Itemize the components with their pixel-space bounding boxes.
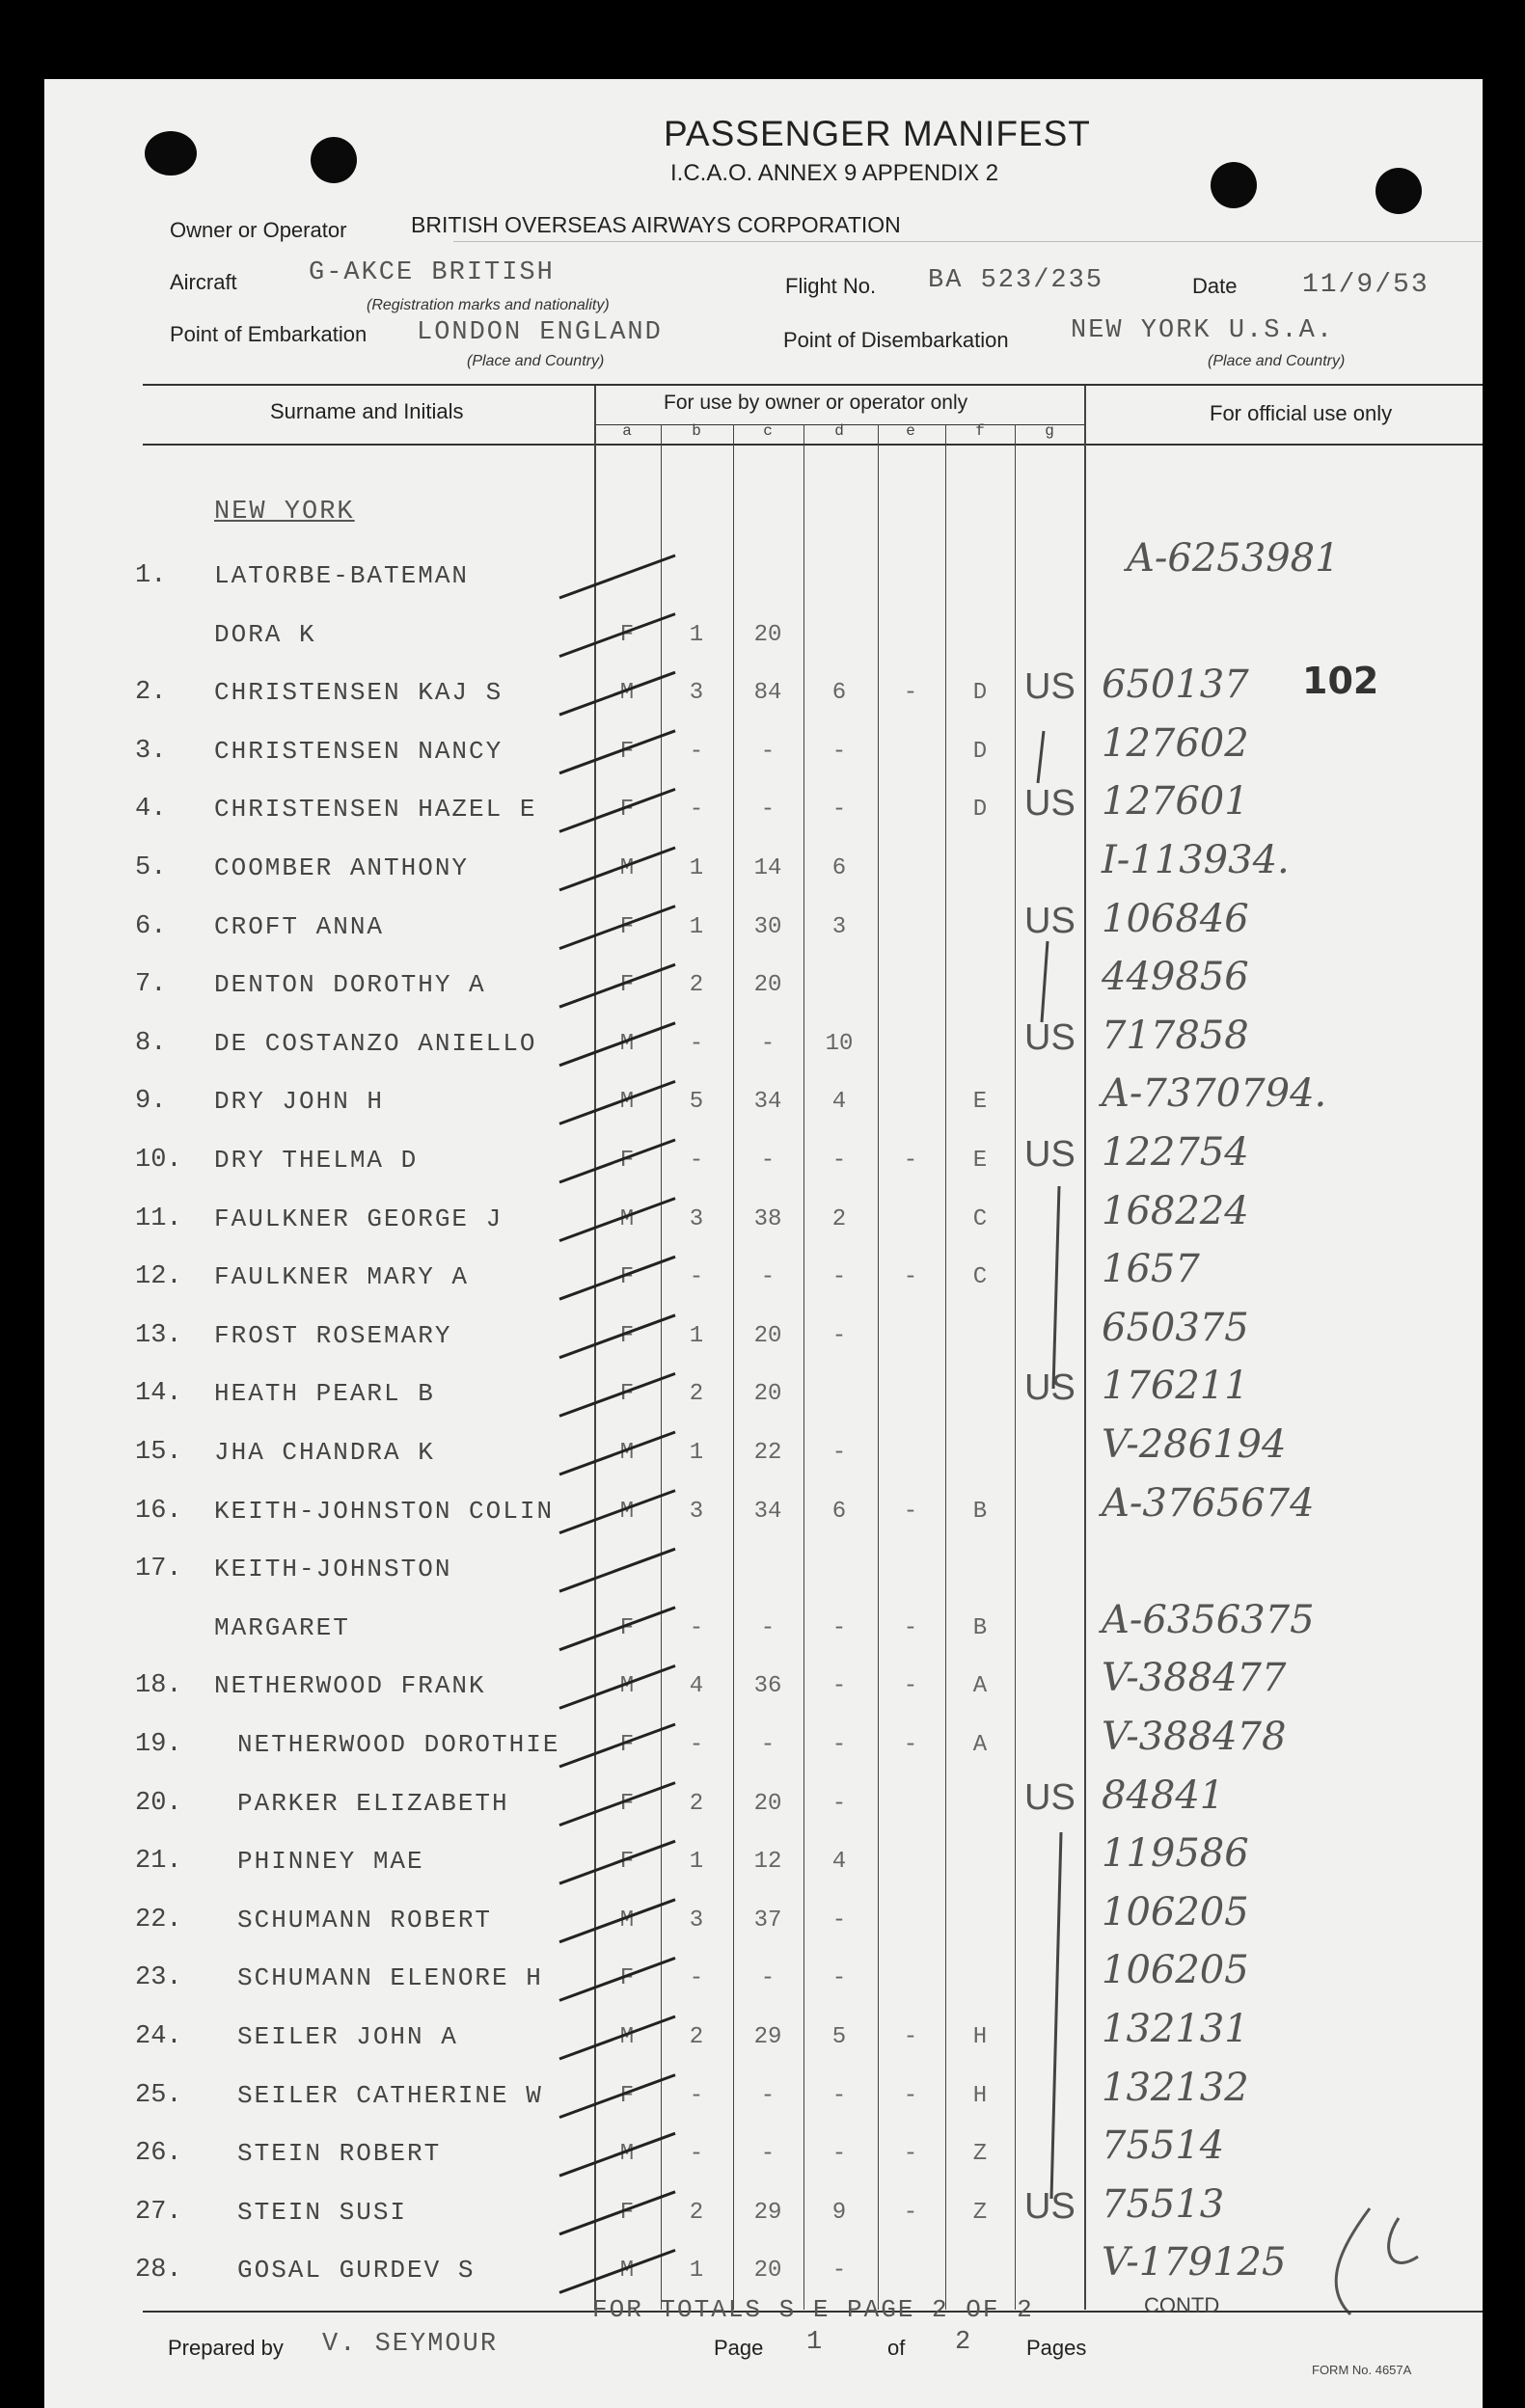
cell-b: 1 — [689, 1322, 704, 1349]
cell-b: 1 — [689, 913, 704, 940]
cell-a: M — [619, 1440, 635, 1466]
cell-b: 2 — [689, 1790, 704, 1817]
check-stroke — [559, 1549, 675, 1591]
row-number: 28. — [135, 2256, 182, 2286]
official-number: 176211 — [1102, 1364, 1249, 1409]
official-number: 75514 — [1102, 2124, 1225, 2169]
cell-b: 2 — [689, 1381, 704, 1408]
page-title: PASSENGER MANIFEST — [664, 114, 1091, 153]
cell-e: - — [903, 1732, 918, 1758]
cell-c: - — [760, 2141, 776, 2168]
sub-col-a: a — [622, 422, 632, 440]
official-number: V-286194 — [1102, 1422, 1287, 1467]
cell-e: - — [903, 2199, 918, 2226]
row-number: 20. — [135, 1788, 182, 1818]
cell-b: - — [689, 2141, 704, 2168]
cell-d: - — [831, 1673, 847, 1700]
cell-a: M — [619, 1673, 635, 1700]
row-number: 16. — [135, 1496, 182, 1526]
page-subtitle: I.C.A.O. ANNEX 9 APPENDIX 2 — [670, 160, 999, 186]
cell-d: - — [831, 1148, 847, 1174]
passenger-name: DORA K — [214, 619, 316, 649]
cell-e: - — [903, 2082, 918, 2109]
row-number: 17. — [135, 1555, 182, 1584]
check-stroke — [559, 1665, 675, 1708]
cell-e: - — [903, 2024, 918, 2050]
check-stroke — [559, 1491, 675, 1533]
cell-c: 20 — [753, 1790, 782, 1817]
cell-c: - — [760, 1732, 776, 1758]
cell-b: - — [689, 1732, 704, 1758]
check-stroke — [559, 2250, 675, 2292]
official-code: US — [1024, 666, 1076, 708]
row-number: 24. — [135, 2022, 182, 2051]
cell-d: - — [831, 1907, 847, 1934]
row-number: 19. — [135, 1730, 182, 1759]
of-value: 2 — [955, 2328, 973, 2357]
passenger-name: KEITH-JOHNSTON COLIN — [214, 1496, 555, 1526]
passenger-name: KEITH-JOHNSTON — [214, 1555, 452, 1584]
owner-value: BRITISH OVERSEAS AIRWAYS CORPORATION — [411, 212, 901, 237]
official-code: US — [1024, 2185, 1076, 2227]
cell-c: 14 — [753, 855, 782, 881]
stamp-number: 102 — [1302, 660, 1379, 702]
official-number: 127601 — [1102, 779, 1249, 825]
row-number: 9. — [135, 1087, 167, 1117]
row-number: 14. — [135, 1379, 182, 1409]
flight-value: BA 523/235 — [928, 266, 1104, 295]
passenger-name: STEIN ROBERT — [237, 2139, 442, 2169]
cell-c: 37 — [753, 1907, 782, 1934]
cell-b: - — [689, 1614, 704, 1641]
cell-d: 3 — [831, 913, 847, 940]
official-number: 84841 — [1102, 1772, 1225, 1818]
prepared-label: Prepared by — [168, 2336, 284, 2360]
cell-e: - — [903, 1498, 918, 1525]
cell-a: F — [619, 1790, 635, 1817]
check-stroke — [559, 906, 675, 949]
check-stroke — [559, 1081, 675, 1123]
cell-a: F — [619, 621, 635, 648]
official-number: 127602 — [1102, 720, 1249, 766]
cell-f: D — [972, 797, 988, 824]
cell-f: Z — [972, 2199, 988, 2226]
cell-d: 4 — [831, 1849, 847, 1876]
cell-e: - — [903, 680, 918, 707]
cell-f: A — [972, 1673, 988, 1700]
row-number: 5. — [135, 853, 167, 882]
page-value: 1 — [806, 2328, 825, 2357]
check-stroke — [559, 1841, 675, 1883]
col-official-header: For official use only — [1210, 401, 1393, 425]
cell-d: 10 — [825, 1030, 854, 1057]
cell-b: - — [689, 2082, 704, 2109]
disembark-label: Point of Disembarkation — [783, 328, 1009, 352]
cell-f: C — [972, 1264, 988, 1291]
cell-b: 3 — [689, 1907, 704, 1934]
cell-f: Z — [972, 2141, 988, 2168]
sub-col-b: b — [692, 422, 701, 440]
cell-b: 1 — [689, 1440, 704, 1466]
row-number: 15. — [135, 1438, 182, 1467]
cell-f: A — [972, 1732, 988, 1758]
passenger-name: FROST ROSEMARY — [214, 1320, 452, 1350]
cell-b: 1 — [689, 621, 704, 648]
cell-b: - — [689, 1965, 704, 1992]
official-number: 106205 — [1102, 1889, 1249, 1935]
cell-a: F — [619, 2082, 635, 2109]
cell-c: 12 — [753, 1849, 782, 1876]
passenger-name: NETHERWOOD DOROTHIE — [237, 1730, 560, 1759]
cell-d: 4 — [831, 1089, 847, 1116]
cell-d: - — [831, 1614, 847, 1641]
official-number: V-388478 — [1102, 1715, 1287, 1759]
passenger-name: FAULKNER GEORGE J — [214, 1204, 504, 1233]
cell-b: 3 — [689, 680, 704, 707]
official-number: 75513 — [1102, 2181, 1225, 2227]
passenger-name: FAULKNER MARY A — [214, 1262, 470, 1292]
official-number: 132132 — [1102, 2065, 1249, 2110]
cell-b: - — [689, 1148, 704, 1174]
cell-e: - — [903, 1148, 918, 1174]
cell-b: - — [689, 797, 704, 824]
passenger-name: GOSAL GURDEV S — [237, 2256, 476, 2286]
check-stroke — [559, 672, 675, 715]
cell-c: 22 — [753, 1440, 782, 1466]
cell-b: - — [689, 1030, 704, 1057]
check-stroke — [559, 1900, 675, 1942]
owner-label: Owner or Operator — [170, 218, 347, 242]
cell-c: 36 — [753, 1673, 782, 1700]
row-number: 13. — [135, 1320, 182, 1350]
cell-d: 5 — [831, 2024, 847, 2050]
cell-c: - — [760, 1264, 776, 1291]
form-number: FORM No. 4657A — [1312, 2363, 1412, 2377]
cell-c: 20 — [753, 972, 782, 999]
date-label: Date — [1192, 274, 1238, 298]
row-number: 21. — [135, 1847, 182, 1877]
official-number: A-6356375 — [1102, 1597, 1315, 1642]
cell-f: H — [972, 2024, 988, 2050]
cell-b: 1 — [689, 1849, 704, 1876]
flight-label: Flight No. — [785, 274, 877, 298]
passenger-name: HEATH PEARL B — [214, 1379, 435, 1409]
cell-c: 84 — [753, 680, 782, 707]
row-number: 12. — [135, 1262, 182, 1292]
aircraft-value: G-AKCE BRITISH — [309, 258, 555, 287]
cell-d: - — [831, 2258, 847, 2285]
page-label: Page — [714, 2336, 764, 2360]
cell-a: M — [619, 1030, 635, 1057]
row-number: 10. — [135, 1146, 182, 1175]
official-number: 122754 — [1102, 1130, 1249, 1175]
passenger-name: CROFT ANNA — [214, 911, 385, 941]
cell-a: F — [619, 1732, 635, 1758]
row-number: 11. — [135, 1204, 182, 1233]
check-stroke — [559, 964, 675, 1007]
official-number: 168224 — [1102, 1188, 1249, 1233]
cell-c: 38 — [753, 1205, 782, 1232]
cell-d: 9 — [831, 2199, 847, 2226]
official-code: US — [1024, 1367, 1076, 1409]
official-number: V-388477 — [1102, 1656, 1287, 1701]
disembark-value: NEW YORK U.S.A. — [1071, 316, 1335, 345]
cell-a: F — [619, 2199, 635, 2226]
col-name-header: Surname and Initials — [270, 399, 464, 423]
cell-c: - — [760, 1148, 776, 1174]
cell-a: M — [619, 1089, 635, 1116]
check-stroke — [559, 1783, 675, 1826]
cell-b: 1 — [689, 855, 704, 881]
of-label: of — [887, 2336, 906, 2360]
row-number: 4. — [135, 795, 167, 825]
cell-b: 4 — [689, 1673, 704, 1700]
passenger-name: LATORBE-BATEMAN — [214, 561, 470, 590]
row-number: 6. — [135, 911, 167, 941]
aircraft-label: Aircraft — [170, 270, 237, 294]
cell-f: E — [972, 1148, 988, 1174]
sub-col-c: c — [763, 422, 773, 440]
cell-c: 29 — [753, 2199, 782, 2226]
cell-c: 34 — [753, 1498, 782, 1525]
aircraft-note: (Registration marks and nationality) — [367, 297, 610, 313]
cell-c: 20 — [753, 621, 782, 648]
passenger-name: PARKER ELIZABETH — [237, 1788, 509, 1818]
cell-c: 20 — [753, 1322, 782, 1349]
cell-c: - — [760, 738, 776, 765]
cell-b: 3 — [689, 1498, 704, 1525]
official-number: I-113934. — [1102, 838, 1290, 882]
cell-a: F — [619, 913, 635, 940]
check-stroke — [559, 2016, 675, 2059]
pages-label: Pages — [1026, 2336, 1087, 2360]
cell-d: - — [831, 1440, 847, 1466]
passenger-name: CHRISTENSEN NANCY — [214, 736, 504, 766]
cell-f: D — [972, 680, 988, 707]
cell-c: 29 — [753, 2024, 782, 2050]
sub-col-f: f — [975, 422, 985, 440]
row-number: 8. — [135, 1028, 167, 1058]
cell-b: 2 — [689, 972, 704, 999]
passenger-name: MARGARET — [214, 1612, 350, 1642]
check-stroke — [559, 1257, 675, 1299]
official-number: 650375 — [1102, 1305, 1249, 1350]
official-number: 717858 — [1102, 1013, 1249, 1058]
cell-d: - — [831, 1264, 847, 1291]
check-stroke — [559, 2075, 675, 2118]
passenger-name: CHRISTENSEN KAJ S — [214, 678, 504, 708]
cell-b: - — [689, 738, 704, 765]
cell-c: - — [760, 1030, 776, 1057]
cell-a: F — [619, 1148, 635, 1174]
contd-note: CONTD — [1144, 2293, 1220, 2317]
cell-a: M — [619, 680, 635, 707]
cell-c: 30 — [753, 913, 782, 940]
prepared-value: V. SEYMOUR — [322, 2330, 499, 2359]
cell-a: F — [619, 1614, 635, 1641]
cell-f: B — [972, 1614, 988, 1641]
official-number: V-179125 — [1102, 2240, 1287, 2286]
cell-c: - — [760, 1965, 776, 1992]
cell-c: 34 — [753, 1089, 782, 1116]
check-stroke — [559, 1140, 675, 1182]
passenger-name: SEILER CATHERINE W — [237, 2080, 543, 2110]
passenger-name: DRY JOHN H — [214, 1087, 385, 1117]
check-stroke — [559, 1315, 675, 1358]
official-code: US — [1024, 900, 1076, 941]
check-stroke — [559, 1023, 675, 1066]
cell-b: 2 — [689, 2199, 704, 2226]
passenger-name: DE COSTANZO ANIELLO — [214, 1028, 537, 1058]
official-number: 1657 — [1102, 1247, 1200, 1292]
row-number: 2. — [135, 678, 167, 708]
cell-a: F — [619, 1264, 635, 1291]
cell-a: F — [619, 1849, 635, 1876]
cell-a: F — [619, 1322, 635, 1349]
row-number: 23. — [135, 1963, 182, 1993]
official-number: 650137 — [1102, 663, 1249, 708]
row-number: 18. — [135, 1671, 182, 1701]
check-stroke — [559, 1432, 675, 1475]
row-number: 26. — [135, 2139, 182, 2169]
official-number: 106205 — [1102, 1948, 1249, 1993]
passenger-name: JHA CHANDRA K — [214, 1438, 435, 1467]
official-number: 449856 — [1102, 955, 1249, 1000]
row-number: 25. — [135, 2080, 182, 2110]
check-stroke — [559, 2133, 675, 2176]
embark-value: LONDON ENGLAND — [417, 318, 663, 347]
cell-a: F — [619, 797, 635, 824]
official-number: 132131 — [1102, 2007, 1249, 2051]
cell-f: D — [972, 738, 988, 765]
official-number: A-6253981 — [1127, 536, 1340, 581]
cell-a: M — [619, 2141, 635, 2168]
check-stroke — [559, 848, 675, 890]
cell-a: M — [619, 855, 635, 881]
passenger-name: SEILER JOHN A — [237, 2022, 458, 2051]
official-code: US — [1024, 783, 1076, 825]
cell-c: - — [760, 1614, 776, 1641]
check-stroke — [559, 1958, 675, 2000]
cell-f: E — [972, 1089, 988, 1116]
cell-a: M — [619, 2258, 635, 2285]
passenger-name: COOMBER ANTHONY — [214, 853, 470, 882]
cell-f: B — [972, 1498, 988, 1525]
check-stroke — [559, 614, 675, 657]
totals-note: FOR TOTALS S E PAGE 2 OF 2 — [592, 2295, 1034, 2324]
passenger-name: STEIN SUSI — [237, 2197, 408, 2227]
cell-c: 20 — [753, 2258, 782, 2285]
cell-e: - — [903, 1264, 918, 1291]
cell-d: - — [831, 1965, 847, 1992]
row-number: 22. — [135, 1905, 182, 1935]
cell-a: M — [619, 1907, 635, 1934]
passenger-name: NETHERWOOD FRANK — [214, 1671, 486, 1701]
cell-e: - — [903, 2141, 918, 2168]
cell-f: C — [972, 1205, 988, 1232]
cell-d: - — [831, 797, 847, 824]
official-number: A-3765674 — [1102, 1480, 1315, 1526]
cell-d: - — [831, 2141, 847, 2168]
sub-col-g: g — [1045, 422, 1054, 440]
embark-note: (Place and Country) — [467, 353, 605, 369]
date-value: 11/9/53 — [1302, 270, 1430, 300]
row-number: 7. — [135, 970, 167, 1000]
check-stroke — [559, 1373, 675, 1416]
cell-a: F — [619, 738, 635, 765]
cell-a: F — [619, 972, 635, 999]
official-number: A-7370794. — [1102, 1071, 1327, 1117]
cell-d: - — [831, 1322, 847, 1349]
passenger-name: DENTON DOROTHY A — [214, 970, 486, 1000]
cell-f: H — [972, 2082, 988, 2109]
check-stroke — [559, 1608, 675, 1650]
official-code: US — [1024, 1016, 1076, 1058]
cell-a: M — [619, 1498, 635, 1525]
cell-d: - — [831, 1790, 847, 1817]
check-stroke — [559, 1724, 675, 1767]
official-code: US — [1024, 1134, 1076, 1175]
cell-d: 6 — [831, 680, 847, 707]
section-heading: NEW YORK — [214, 498, 355, 527]
check-stroke — [559, 2192, 675, 2234]
passenger-name: SCHUMANN ELENORE H — [237, 1963, 543, 1993]
row-number: 3. — [135, 736, 167, 766]
cell-b: - — [689, 1264, 704, 1291]
row-number: 27. — [135, 2197, 182, 2227]
cell-b: 2 — [689, 2024, 704, 2050]
disembark-note: (Place and Country) — [1208, 353, 1346, 369]
cell-c: - — [760, 2082, 776, 2109]
official-number: 106846 — [1102, 896, 1249, 941]
cell-a: F — [619, 1965, 635, 1992]
official-number: 119586 — [1102, 1831, 1249, 1877]
cell-c: - — [760, 797, 776, 824]
cell-b: 5 — [689, 1089, 704, 1116]
check-stroke — [559, 731, 675, 773]
cell-d: 6 — [831, 855, 847, 881]
passenger-name: DRY THELMA D — [214, 1146, 419, 1175]
embark-label: Point of Embarkation — [170, 322, 368, 346]
passenger-name: CHRISTENSEN HAZEL E — [214, 795, 537, 825]
cell-e: - — [903, 1614, 918, 1641]
cell-b: 3 — [689, 1205, 704, 1232]
cell-b: 1 — [689, 2258, 704, 2285]
cell-c: 20 — [753, 1381, 782, 1408]
cell-d: - — [831, 738, 847, 765]
official-code: US — [1024, 1776, 1076, 1818]
cell-d: 6 — [831, 1498, 847, 1525]
cell-a: M — [619, 1205, 635, 1232]
cell-a: M — [619, 2024, 635, 2050]
col-operator-header: For use by owner or operator only — [664, 392, 968, 414]
sub-col-e: e — [906, 422, 915, 440]
cell-d: - — [831, 1732, 847, 1758]
row-number: 1. — [135, 561, 167, 590]
cell-d: - — [831, 2082, 847, 2109]
cell-a: F — [619, 1381, 635, 1408]
check-stroke — [559, 789, 675, 831]
check-stroke — [559, 555, 675, 598]
cell-d: 2 — [831, 1205, 847, 1232]
check-stroke — [559, 1199, 675, 1241]
passenger-name: PHINNEY MAE — [237, 1847, 424, 1877]
cell-e: - — [903, 1673, 918, 1700]
passenger-name: SCHUMANN ROBERT — [237, 1905, 493, 1935]
sub-col-d: d — [834, 422, 844, 440]
